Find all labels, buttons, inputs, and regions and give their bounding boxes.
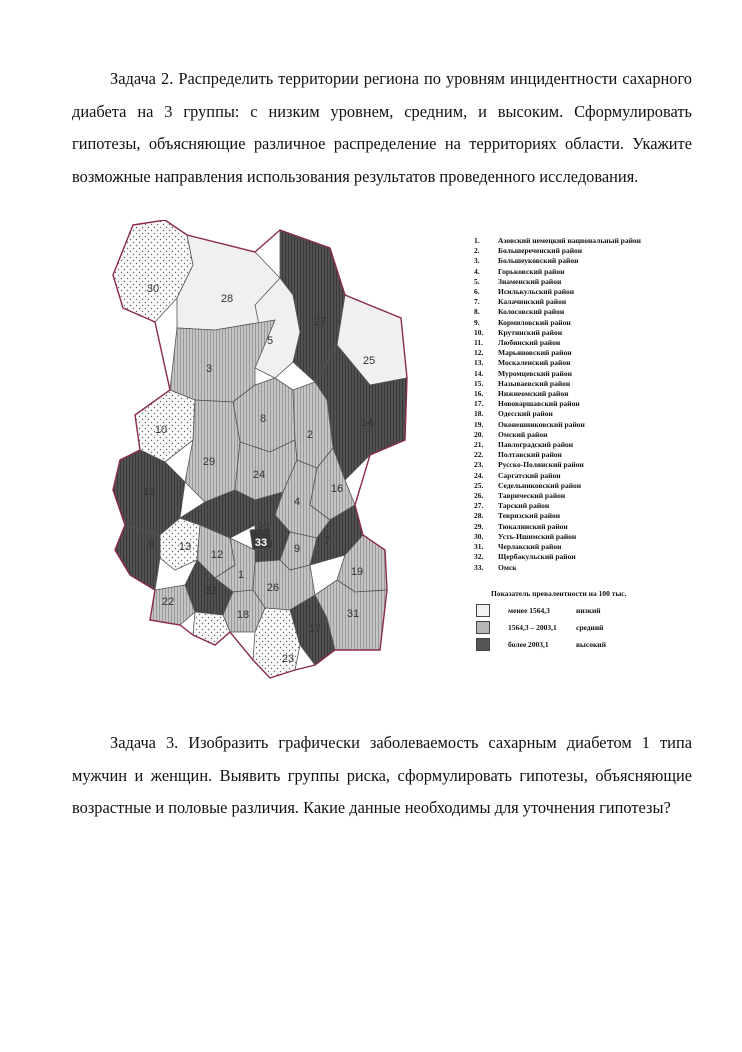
- district-legend-item: [474, 522, 641, 532]
- map-label: 9: [293, 543, 301, 555]
- scale-range: более 2003,1: [508, 640, 549, 649]
- scale-label: высокий: [576, 640, 606, 649]
- map-label: 16: [330, 483, 344, 495]
- district-legend-item: [474, 246, 641, 256]
- district-name: Одесский район: [498, 409, 553, 419]
- district-number: 15.: [474, 378, 484, 388]
- map-label: 26: [266, 582, 280, 594]
- map-label: 1: [237, 569, 245, 581]
- district-legend-item: [474, 420, 641, 430]
- district-legend-item: [474, 430, 641, 440]
- district-legend-item: [474, 491, 641, 501]
- district-name: Знаменский район: [498, 276, 562, 286]
- district-legend-item: [474, 297, 641, 307]
- district-number: 3.: [474, 256, 480, 266]
- district-legend-item: [474, 450, 641, 460]
- map-label: 27: [313, 316, 327, 328]
- map-label: 4: [293, 496, 301, 508]
- scale-range: 1564,3 – 2003,1: [508, 623, 557, 632]
- map-label: 3: [205, 363, 213, 375]
- district-legend-item: [474, 236, 641, 246]
- district-name: Горьковский район: [498, 266, 565, 276]
- district-number: 33.: [474, 562, 484, 572]
- district-name: Тюкалинский район: [498, 521, 568, 531]
- map-label: 31: [346, 608, 360, 620]
- district-legend-item: [474, 318, 641, 328]
- district-number: 31.: [474, 542, 484, 552]
- district-number: 14.: [474, 368, 484, 378]
- district-legend-item: [474, 348, 641, 358]
- district-number: 32.: [474, 552, 484, 562]
- district-legend-item: [474, 358, 641, 368]
- map-label: 24: [252, 469, 266, 481]
- district-name: Нововаршавский район: [498, 399, 580, 409]
- map-label: 22: [161, 596, 175, 608]
- district-number: 10.: [474, 327, 484, 337]
- district-number: 25.: [474, 480, 484, 490]
- district-name: Крутинский район: [498, 327, 563, 337]
- map-label: 29: [202, 456, 216, 468]
- district-name: Муромцевский район: [498, 368, 572, 378]
- district-number: 28.: [474, 511, 484, 521]
- map-label: 6: [147, 538, 155, 550]
- district-name: Калачинский район: [498, 297, 567, 307]
- district-number: 16.: [474, 389, 484, 399]
- district-legend-item: [474, 563, 641, 573]
- district-name: Большереченский район: [498, 246, 583, 256]
- map-label: 5: [266, 335, 274, 347]
- map-label: 13: [178, 541, 192, 553]
- district-number: 4.: [474, 266, 480, 276]
- district-name: Тарский район: [498, 501, 550, 511]
- district-number: 9.: [474, 317, 480, 327]
- map-label: 10: [154, 424, 168, 436]
- district-number: 1.: [474, 236, 480, 245]
- map-label: 28: [220, 293, 234, 305]
- district-name: Усть-Ишимский район: [498, 531, 577, 541]
- district-name: Кормиловский район: [498, 317, 571, 327]
- district-number: 12.: [474, 348, 484, 358]
- map-label: 17: [308, 623, 322, 635]
- map-label: 25: [362, 355, 376, 367]
- district-name: Омский район: [498, 429, 548, 439]
- district-name: Омск: [498, 562, 517, 572]
- map-label: 14: [360, 417, 374, 429]
- district-number: 13.: [474, 358, 484, 368]
- task2-text: Задача 2. Распределить территории региона по уровням инцидентности сахарного диабета на 3 группы: с низким уровнем, средним, и высоким. Сформулировать гипотезы, объясняющие различное распределение на территориях области. Укажите возможные направления использования результатов проведенного исследования.: [72, 69, 692, 186]
- district-legend-item: [474, 328, 641, 338]
- district-name: Таврический район: [498, 491, 566, 501]
- district-number: 22.: [474, 450, 484, 460]
- district-number: 29.: [474, 521, 484, 531]
- scale-label: низкий: [576, 606, 601, 615]
- scale-label: средний: [576, 623, 604, 632]
- district-number: 30.: [474, 531, 484, 541]
- district-legend-item: [474, 481, 641, 491]
- district-number: 5.: [474, 276, 480, 286]
- map-label: 8: [259, 413, 267, 425]
- district-name: Колосовский район: [498, 307, 565, 317]
- district-legend-item: [474, 440, 641, 450]
- district-legend-item: [474, 287, 641, 297]
- district-legend-item: [474, 369, 641, 379]
- district-number: 17.: [474, 399, 484, 409]
- district-name: Павлоградский район: [498, 440, 574, 450]
- district-number: 8.: [474, 307, 480, 317]
- swatch-high: [476, 638, 490, 651]
- district-legend-item: [474, 256, 641, 266]
- region-map: [105, 220, 425, 690]
- district-number: 18.: [474, 409, 484, 419]
- district-legend-item: [474, 460, 641, 470]
- district-number: 23.: [474, 460, 484, 470]
- map-label: 20: [256, 521, 270, 533]
- district-name: Нижнеомский район: [498, 389, 569, 399]
- scale-range: менее 1564,3: [508, 606, 550, 615]
- task3-text: Задача 3. Изобразить графически заболеваемость сахарным диабетом 1 типа мужчин и женщин. Выявить группы риска, сформулировать гипотезы, объясняющие возрастные и половые различия. Какие данные необходимы для уточнения гипотезы?: [72, 733, 692, 817]
- district-name: Азовский немецкий национальный район: [498, 236, 641, 245]
- district-name: Москаленский район: [498, 358, 571, 368]
- map-label: 30: [146, 283, 160, 295]
- district-legend-item: [474, 552, 641, 562]
- map-label: 33: [254, 537, 268, 549]
- map-label: 2: [306, 429, 314, 441]
- district-name: Саргатский район: [498, 470, 561, 480]
- swatch-low: [476, 604, 490, 617]
- district-legend-item: [474, 277, 641, 287]
- district-number: 27.: [474, 501, 484, 511]
- map-label: 23: [281, 653, 295, 665]
- district-legend-item: [474, 267, 641, 277]
- map-label: 18: [236, 609, 250, 621]
- district-name: Тевризский район: [498, 511, 561, 521]
- district-legend-item: [474, 409, 641, 419]
- map-label: 7: [323, 535, 331, 547]
- district-legend-item: [474, 338, 641, 348]
- district-legend-item: [474, 379, 641, 389]
- district-legend-item: [474, 501, 641, 511]
- district-number: 2.: [474, 246, 480, 256]
- district-name: Русско-Полянский район: [498, 460, 584, 470]
- district-name: Щербакульский район: [498, 552, 576, 562]
- district-legend-item: [474, 532, 641, 542]
- district-number: 7.: [474, 297, 480, 307]
- district-legend-item: [474, 307, 641, 317]
- district-number: 20.: [474, 429, 484, 439]
- district-name: Любинский район: [498, 338, 561, 348]
- district-name: Черлакский район: [498, 542, 562, 552]
- district-name: Марьяновский район: [498, 348, 572, 358]
- district-legend-item: [474, 511, 641, 521]
- map-label: 32: [204, 585, 218, 597]
- district-name: Оконешниковский район: [498, 419, 585, 429]
- district-number: 26.: [474, 491, 484, 501]
- district-legend-item: [474, 389, 641, 399]
- district-number: 11.: [474, 338, 483, 348]
- district-name: Исилькульский район: [498, 287, 575, 297]
- district-number: 21.: [474, 440, 484, 450]
- district-name: Полтавский район: [498, 450, 562, 460]
- district-name: Большеуковский район: [498, 256, 579, 266]
- district-name: Называевский район: [498, 378, 571, 388]
- scale-title: Показатель превалентности на 100 тыс.: [491, 589, 627, 598]
- map-label: 12: [210, 549, 224, 561]
- district-legend: [474, 236, 641, 573]
- district-legend-item: [474, 471, 641, 481]
- district-legend-item: [474, 399, 641, 409]
- district-name: Седельниковский район: [498, 480, 582, 490]
- district-legend-item: [474, 542, 641, 552]
- map-label: 19: [350, 566, 364, 578]
- map-label: 15: [142, 486, 156, 498]
- district-number: 24.: [474, 470, 484, 480]
- swatch-mid: [476, 621, 490, 634]
- district-number: 19.: [474, 419, 484, 429]
- district-number: 6.: [474, 287, 480, 297]
